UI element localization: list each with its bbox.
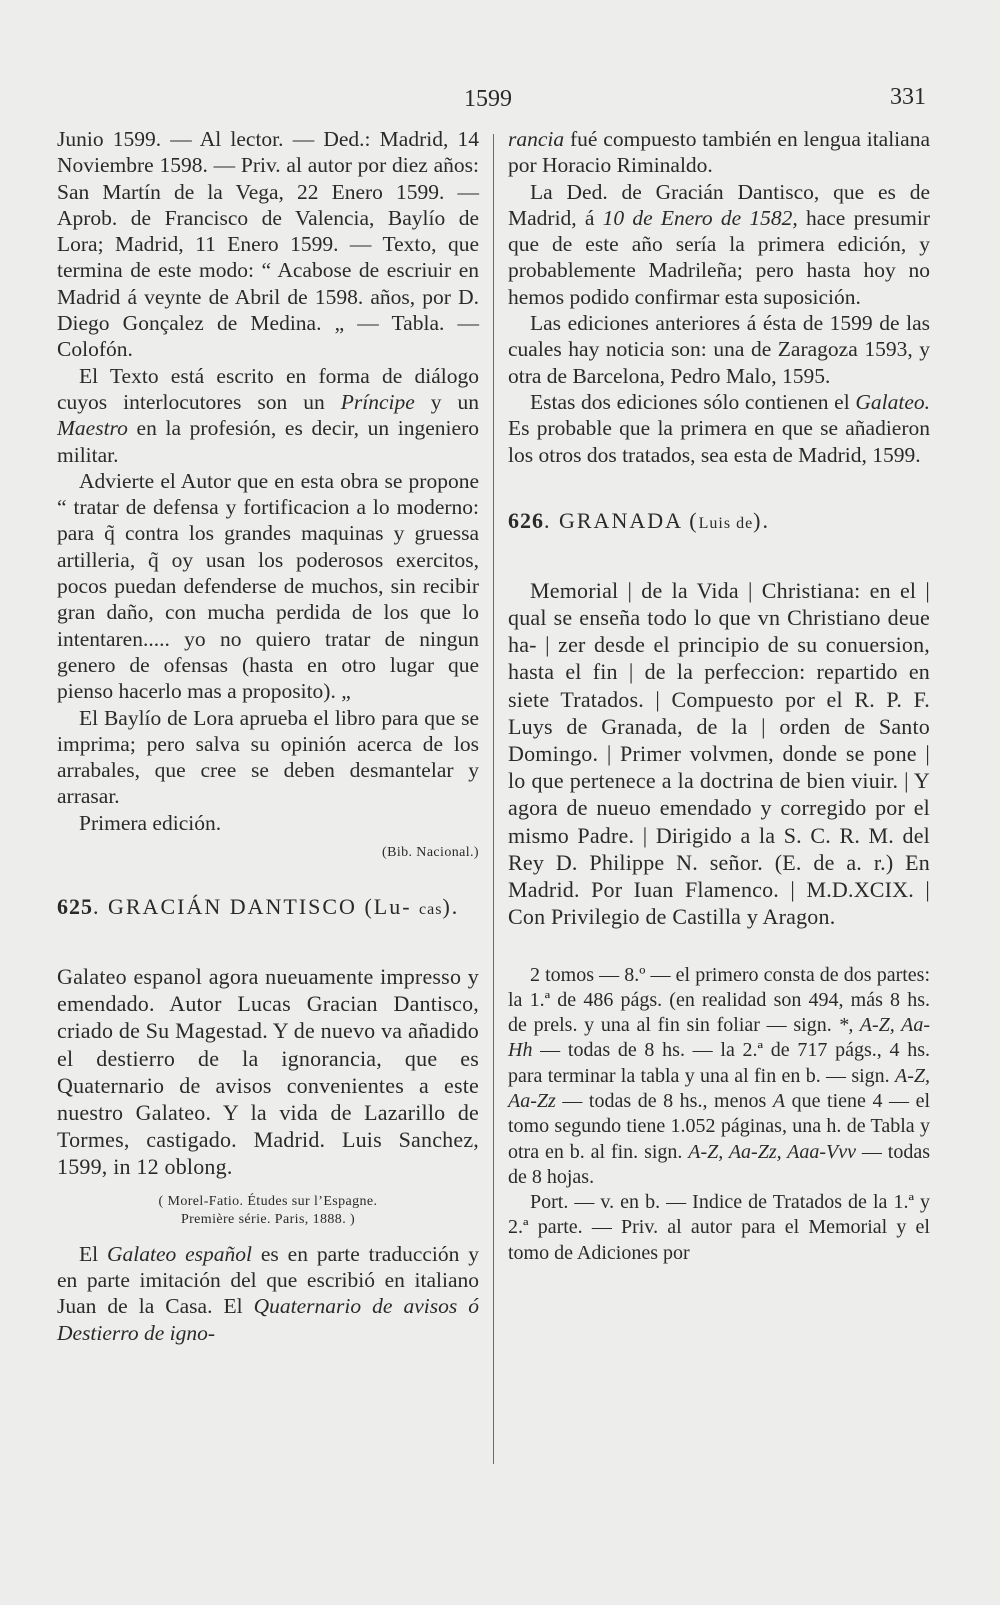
paragraph: Las ediciones anteriores á ésta de 1599 de las cuales hay noticia son: una de Zaragoza 1593, y otra de Barcelona, Pedro Malo, 1595. xyxy=(508,311,930,388)
paragraph: rancia fué compuesto también en lengua italiana por Horacio Riminaldo. xyxy=(508,127,930,178)
entry-title: Galateo espanol agora nueuamente impresso y emendado. Autor Lucas Gracian Dantisco, criado de Su Magestad. Y de nuevo va añadido el destierro de la ignorancia, que es Quaternario de avisos convenientes a este nuestro Galateo. Y la vida de Lazarillo de Tormes, castigado. Madrid. Luis Sanchez, 1599, in 12 oblong. xyxy=(57,964,479,1180)
source-note: (Bib. Nacional.) xyxy=(382,845,479,861)
column-divider xyxy=(493,134,494,1464)
running-head-year: 1599 xyxy=(464,86,512,112)
paragraph: Primera edición. xyxy=(79,810,222,835)
paragraph: Junio 1599. — Al lector. — Ded.: Madrid, 14 Noviembre 1598. — Priv. al autor por diez años: San Martín de la Vega, 22 Enero 1599. — Aprob. de Francisco de Valencia, Baylío de Lora; Madrid, 11 Enero 1599. — Texto, que termina de este modo: “ Acabose de escriuir en Madrid á veynte de Abril de 1598. años, por D. Diego Gonçalez de Medina. „ — Tabla. — Colofón. xyxy=(57,127,479,362)
entry-heading-625: 625. GRACIÁN DANTISCO (Lu- cas). xyxy=(57,894,460,920)
paragraph: Advierte el Autor que en esta obra se propone “ tratar de defensa y fortificacion a lo moderno: para q̃ contra los grandes maquinas y gruessa artilleria, q̃ oy usan los poderosos exercitos, pocos puedan defenderse de muchos, sin recibir gran daño, con mucha perdida de los que lo intentaren..... yo no quiero tratar de ningun genero de ofensas (hasta en otro lugar que pienso hacerlo mas a proposito). „ xyxy=(57,468,479,704)
source-note: ( Morel-Fatio. Études sur l’Espagne. Première série. Paris, 1888. ) xyxy=(158,1193,378,1227)
paragraph: 2 tomos — 8.º — el primero consta de dos partes: la 1.ª de 486 págs. (en realidad son 494, más 8 hs. de prels. y una al fin sin foliar — sign. *, A-Z, Aa-Hh — todas de 8 hs. — la 2.ª de 717 págs., 4 hs. para terminar la tabla y una al fin en b. — sign. A-Z, Aa-Zz — todas de 8 hs., menos A que tiene 4 — el tomo segundo tiene 1.052 páginas, una h. de Tabla y otra en b. al fin. sign. A-Z, Aa-Zz, Aaa-Vvv — todas de 8 hojas. xyxy=(508,963,931,1188)
left-column xyxy=(57,126,479,1346)
paragraph: Port. — v. en b. — Indice de Tratados de la 1.ª y 2.ª parte. — Priv. al autor para el Memorial y el tomo de Adiciones por xyxy=(508,1191,930,1264)
paragraph: La Ded. de Gracián Dantisco, que es de Madrid, á 10 de Enero de 1582, hace presumir que de este año sería la primera edición, y probablemente Madrileña; pero hasta hoy no hemos podido confirmar esta suposición. xyxy=(508,179,930,309)
entry-title: Memorial | de la Vida | Christiana: en el | qual se enseña todo lo que vn Christiano deue ha- | zer desde el principio de su conuersion, hasta el fin | de la perfeccion: repartido en siete Tratados. | Compuesto por el R. P. F. Luys de Granada, de la | orden de Santo Domingo. | Primer volvmen, donde se pone | lo que pertenece a la doctrina de bien viuir. | Y agora de nueuo emendado y corregido por el mismo Padre. | Dirigido a la S. C. R. M. del Rey D. Philippe N. señor. (E. de a. r.) En Madrid. Por Iuan Flamenco. | M.D.XCIX. | Con Privilegio de Castilla y Aragon. xyxy=(508,577,930,930)
paragraph: El Baylío de Lora aprueba el libro para que se imprima; pero salva su opinión acerca de los arrabales, que cree se deben desmantelar y arrasar. xyxy=(57,705,479,809)
right-column xyxy=(508,126,930,1266)
paragraph: El Texto está escrito en forma de diálogo cuyos interlocutores son un Príncipe y un Maestro en la profesión, es decir, un ingeniero militar. xyxy=(57,363,479,467)
page-number: 331 xyxy=(890,84,926,110)
entry-heading-626: 626. GRANADA (Luis de). xyxy=(508,507,770,533)
paragraph: Estas dos ediciones sólo contienen el Galateo. Es probable que la primera en que se añadieron los otros dos tratados, sea esta de Madrid, 1599. xyxy=(508,389,930,467)
paragraph: El Galateo español es en parte traducción y en parte imitación del que escribió en italiano Juan de la Casa. El Quaternario de avisos ó Destierro de igno- xyxy=(57,1241,480,1345)
